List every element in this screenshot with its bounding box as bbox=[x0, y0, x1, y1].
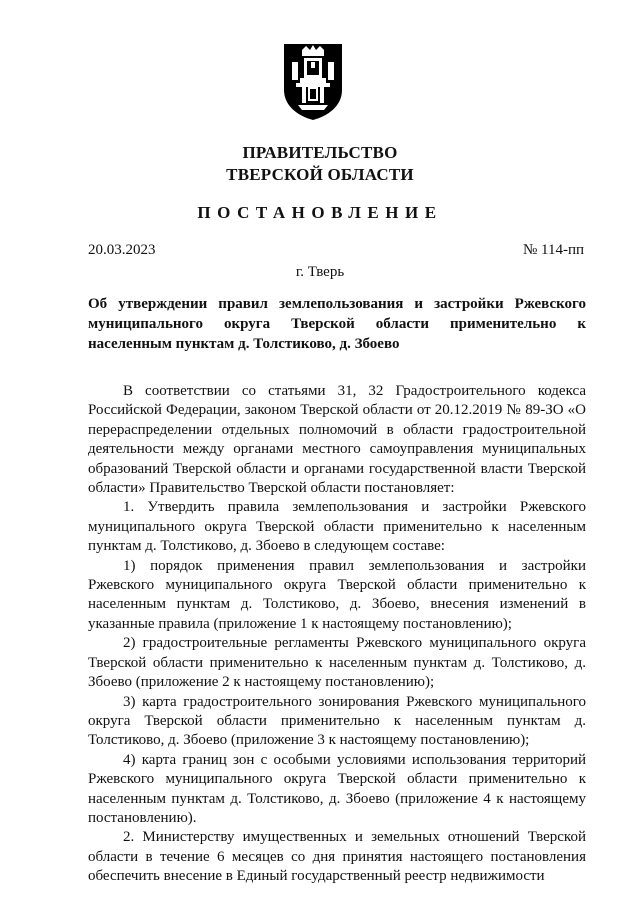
document-subject: Об утверждении правил землепользования и застройки Ржевского муниципального округа Тверской области применительно к населенным пунктам д. Толстиково, д. Збоево bbox=[88, 296, 586, 352]
body-paragraph-subitem-4: 4) карта границ зон с особыми условиями использования территорий Ржевского муниципального округа Тверской области применительно к населенным пунктам д. Толстиково, д. Збоево (приложение 4 к настоящему постановлению). bbox=[88, 751, 586, 826]
document-number: № 114-пп bbox=[522, 242, 584, 258]
body-paragraph-subitem-2: 2) градостроительные регламенты Ржевского муниципального округа Тверской области применительно к населенным пунктам д. Толстиково, д. Збоево (приложение 2 к настоящему постановлению); bbox=[88, 635, 586, 691]
body-paragraph-subitem-3: 3) карта градостроительного зонирования Ржевского муниципального округа Тверской области применительно к населенным пунктам д. Толстиково, д. Збоево (приложение 3 к настоящему постановлению); bbox=[88, 693, 586, 749]
body-paragraph-item-1: 1. Утвердить правила землепользования и застройки Ржевского муниципального округа Тверской области применительно к населенным пунктам д. Толстиково, д. Збоево в следующем составе: bbox=[88, 499, 586, 555]
body-paragraph-intro: В соответствии со статьями 31, 32 Градостроительного кодекса Российской Федерации, законом Тверской области от 20.12.2019 № 89-ЗО «О перераспределении отдельных полномочий в области градостроительной деятельности между органами местного самоуправления муниципальных образований Тверской области и органами государственной власти Тверской области» Правительство Тверской области постановляет: bbox=[88, 383, 586, 497]
government-name-line2: ТВЕРСКОЙ ОБЛАСТИ bbox=[226, 165, 414, 184]
document-city: г. Тверь bbox=[295, 264, 345, 280]
document-date: 20.03.2023 bbox=[88, 242, 156, 258]
document-body bbox=[88, 382, 586, 887]
document-type-title: ПОСТАНОВЛЕНИЕ bbox=[197, 203, 443, 222]
body-paragraph-subitem-1: 1) порядок применения правил землепользования и застройки Ржевского муниципального округа Тверской области применительно к населенным пунктам д. Толстиково, д. Збоево, внесения изменений в указанные правила (приложение 1 к настоящему постановлению); bbox=[88, 557, 586, 632]
government-name-line1: ПРАВИТЕЛЬСТВО bbox=[242, 143, 398, 162]
tver-coat-of-arms-icon bbox=[280, 42, 346, 122]
body-paragraph-item-2: 2. Министерству имущественных и земельных отношений Тверской области в течение 6 месяцев со дня принятия настоящего постановления обеспечить внесение в Единый государственный реестр недвижимости bbox=[88, 829, 586, 885]
